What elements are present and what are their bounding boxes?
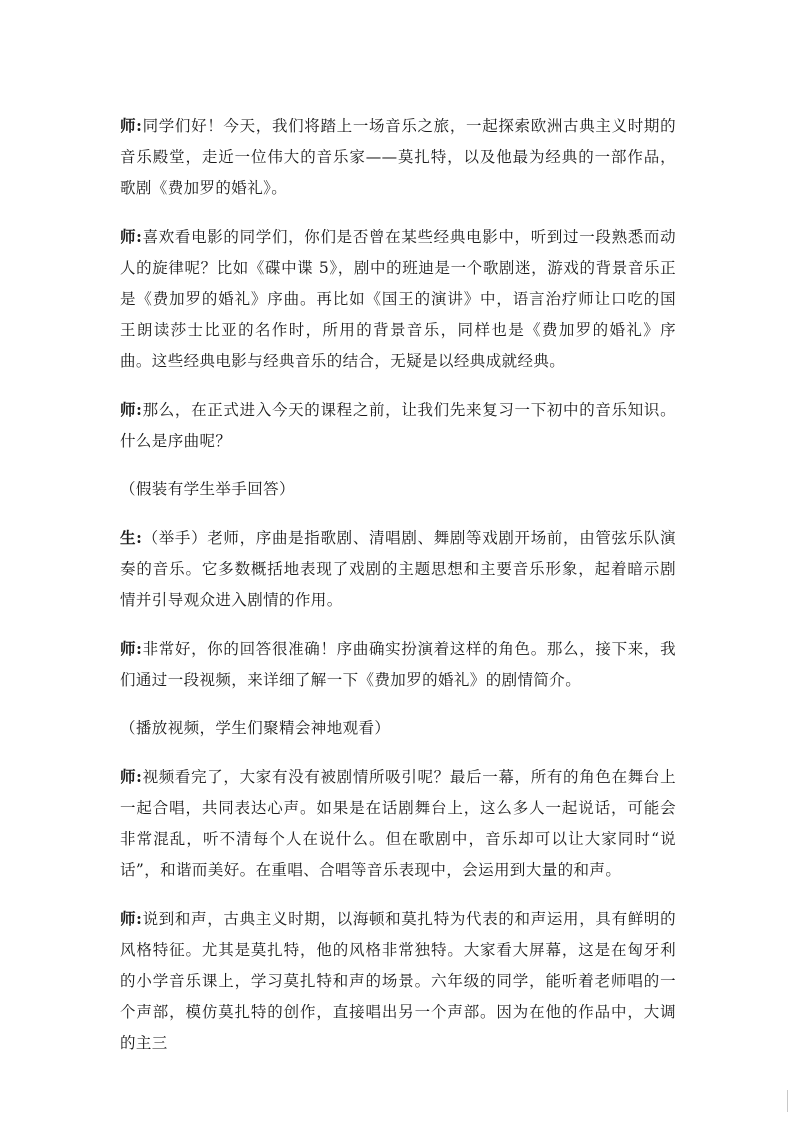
- paragraph-text: 非常好，你的回答很准确！序曲确实扮演着这样的角色。那么，接下来，我们通过一段视频，来详细了解一下《费加罗的婚礼》的剧情简介。: [120, 640, 676, 689]
- speaker-label: 师:: [120, 400, 143, 419]
- paragraph-text: 说到和声，古典主义时期，以海顿和莫扎特为代表的和声运用，具有鲜明的风格特征。尤其是莫扎特，他的风格非常独特。大家看大屏幕，这是在匈牙利的小学音乐课上，学习莫扎特和声的场景。六年级的同学，能听着老师唱的一个声部，模仿莫扎特的创作，直接唱出另一个声部。因为在他的作品中，大调的主三: [120, 910, 676, 1052]
- paragraph-teacher-praise: [120, 633, 676, 696]
- document-body: [120, 110, 676, 1076]
- paragraph-text: 那么，在正式进入今天的课程之前，让我们先来复习一下初中的音乐知识。什么是序曲呢？: [120, 401, 676, 450]
- speaker-label: 师:: [120, 767, 143, 786]
- speaker-label: 师:: [120, 909, 143, 928]
- page-edge-marker: [787, 1090, 788, 1112]
- speaker-label: 师:: [120, 639, 143, 658]
- stage-direction-student-raise: （假装有学生举手回答）: [120, 480, 295, 498]
- stage-direction-video: （播放视频，学生们聚精会神地观看）: [120, 719, 391, 737]
- paragraph-text: 喜欢看电影的同学们，你们是否曾在某些经典电影中，听到过一段熟悉而动人的旋律呢？比如《碟中谍 5》，剧中的班迪是一个歌剧迷，游戏的背景音乐正是《费加罗的婚礼》序曲。再比如《国王的演讲》中，语言治疗师让口吃的国王朗读莎士比亚的名作时，所用的背景音乐，同样也是《费加罗的婚礼》序曲。这些经典电影与经典音乐的结合，无疑是以经典成就经典。: [120, 228, 676, 370]
- paragraph-teacher-question: [120, 394, 676, 457]
- paragraph-student-answer: [120, 522, 676, 616]
- paragraph-teacher-intro: [120, 110, 676, 204]
- paragraph-teacher-harmony: [120, 903, 676, 1059]
- speaker-label: 师:: [120, 116, 143, 135]
- speaker-label: 师:: [120, 227, 143, 246]
- paragraph-text: 同学们好！今天，我们将踏上一场音乐之旅，一起探索欧洲古典主义时期的音乐殿堂，走近一位伟大的音乐家——莫扎特，以及他最为经典的一部作品，歌剧《费加罗的婚礼》。: [120, 117, 676, 197]
- paragraph-teacher-chorus: [120, 761, 676, 886]
- speaker-label: 生:: [120, 528, 143, 547]
- paragraph-text: （举手）老师，序曲是指歌剧、清唱剧、舞剧等戏剧开场前，由管弦乐队演奏的音乐。它多数概括地表现了戏剧的主题思想和主要音乐形象，起着暗示剧情并引导观众进入剧情的作用。: [120, 529, 676, 609]
- paragraph-text: 视频看完了，大家有没有被剧情所吸引呢？最后一幕，所有的角色在舞台上一起合唱，共同表达心声。如果是在话剧舞台上，这么多人一起说话，可能会非常混乱，听不清每个人在说什么。但在歌剧中，音乐却可以让大家同时“说话”，和谐而美好。在重唱、合唱等音乐表现中，会运用到大量的和声。: [120, 768, 676, 879]
- paragraph-teacher-movies: [120, 221, 676, 377]
